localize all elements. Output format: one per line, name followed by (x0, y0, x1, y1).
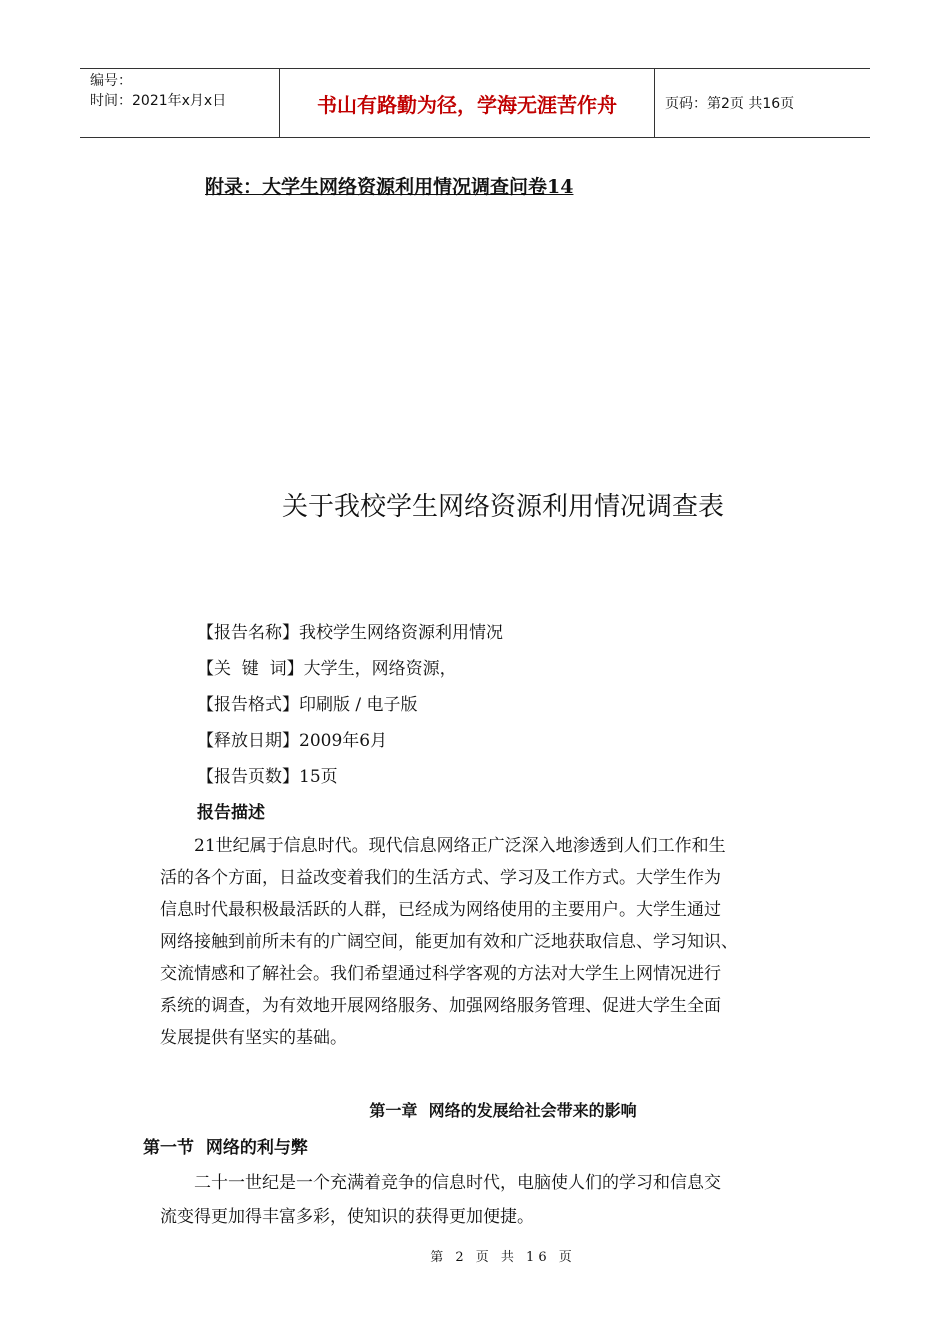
header-time-label: 时间：2021年x月x日 (90, 93, 227, 109)
document-title: 关于我校学生网络资源利用情况调查表 (281, 492, 724, 522)
section-heading: 第一节 网络的利与弊 (143, 1138, 308, 1158)
header-motto: 书山有路勤为径，学海无涯苦作舟 (280, 69, 655, 137)
meta-page-count: 【报告页数】15页 (197, 767, 338, 787)
page-footer: 第 2 页 共 16 页 (430, 1250, 576, 1265)
description-paragraph (160, 830, 820, 1054)
appendix-toc-entry[interactable] (205, 172, 573, 199)
paragraph-line: 系统的调查，为有效地开展网络服务、加强网络服务管理、促进大学生全面 (160, 996, 721, 1016)
paragraph-line: 网络接触到前所未有的广阔空间，能更加有效和广泛地获取信息、学习知识、 (160, 932, 738, 952)
appendix-toc-text: 附录：大学生网络资源利用情况调查问卷 (205, 176, 548, 198)
chapter-heading: 第一章 网络的发展给社会带来的影响 (369, 1101, 637, 1120)
header-meta-cell (80, 69, 280, 137)
paragraph-line: 发展提供有坚实的基础。 (160, 1028, 347, 1048)
paragraph-line: 信息时代最积极最活跃的人群，已经成为网络使用的主要用户。大学生通过 (160, 900, 721, 920)
meta-report-name: 【报告名称】我校学生网络资源利用情况 (197, 623, 503, 643)
section-paragraph (160, 1166, 820, 1234)
paragraph-line: 21世纪属于信息时代。现代信息网络正广泛深入地渗透到人们工作和生 (160, 836, 726, 856)
paragraph-line: 活的各个方面，日益改变着我们的生活方式、学习及工作方式。大学生作为 (160, 868, 721, 888)
paragraph-line: 交流情感和了解社会。我们希望通过科学客观的方法对大学生上网情况进行 (160, 964, 721, 984)
meta-release-date: 【释放日期】2009年6月 (197, 731, 388, 751)
meta-keywords: 【关 键 词】大学生，网络资源， (197, 659, 457, 679)
paragraph-line: 二十一世纪是一个充满着竞争的信息时代，电脑使人们的学习和信息交 (160, 1173, 721, 1193)
meta-report-format: 【报告格式】印刷版 / 电子版 (197, 695, 418, 715)
header-page-info: 页码：第2页 共16页 (665, 96, 795, 112)
appendix-toc-page: 14 (547, 176, 574, 198)
page-header (80, 68, 870, 138)
header-number-label: 编号： (90, 73, 132, 89)
paragraph-line: 流变得更加得丰富多彩，使知识的获得更加便捷。 (160, 1207, 534, 1227)
description-heading: 报告描述 (197, 803, 265, 823)
